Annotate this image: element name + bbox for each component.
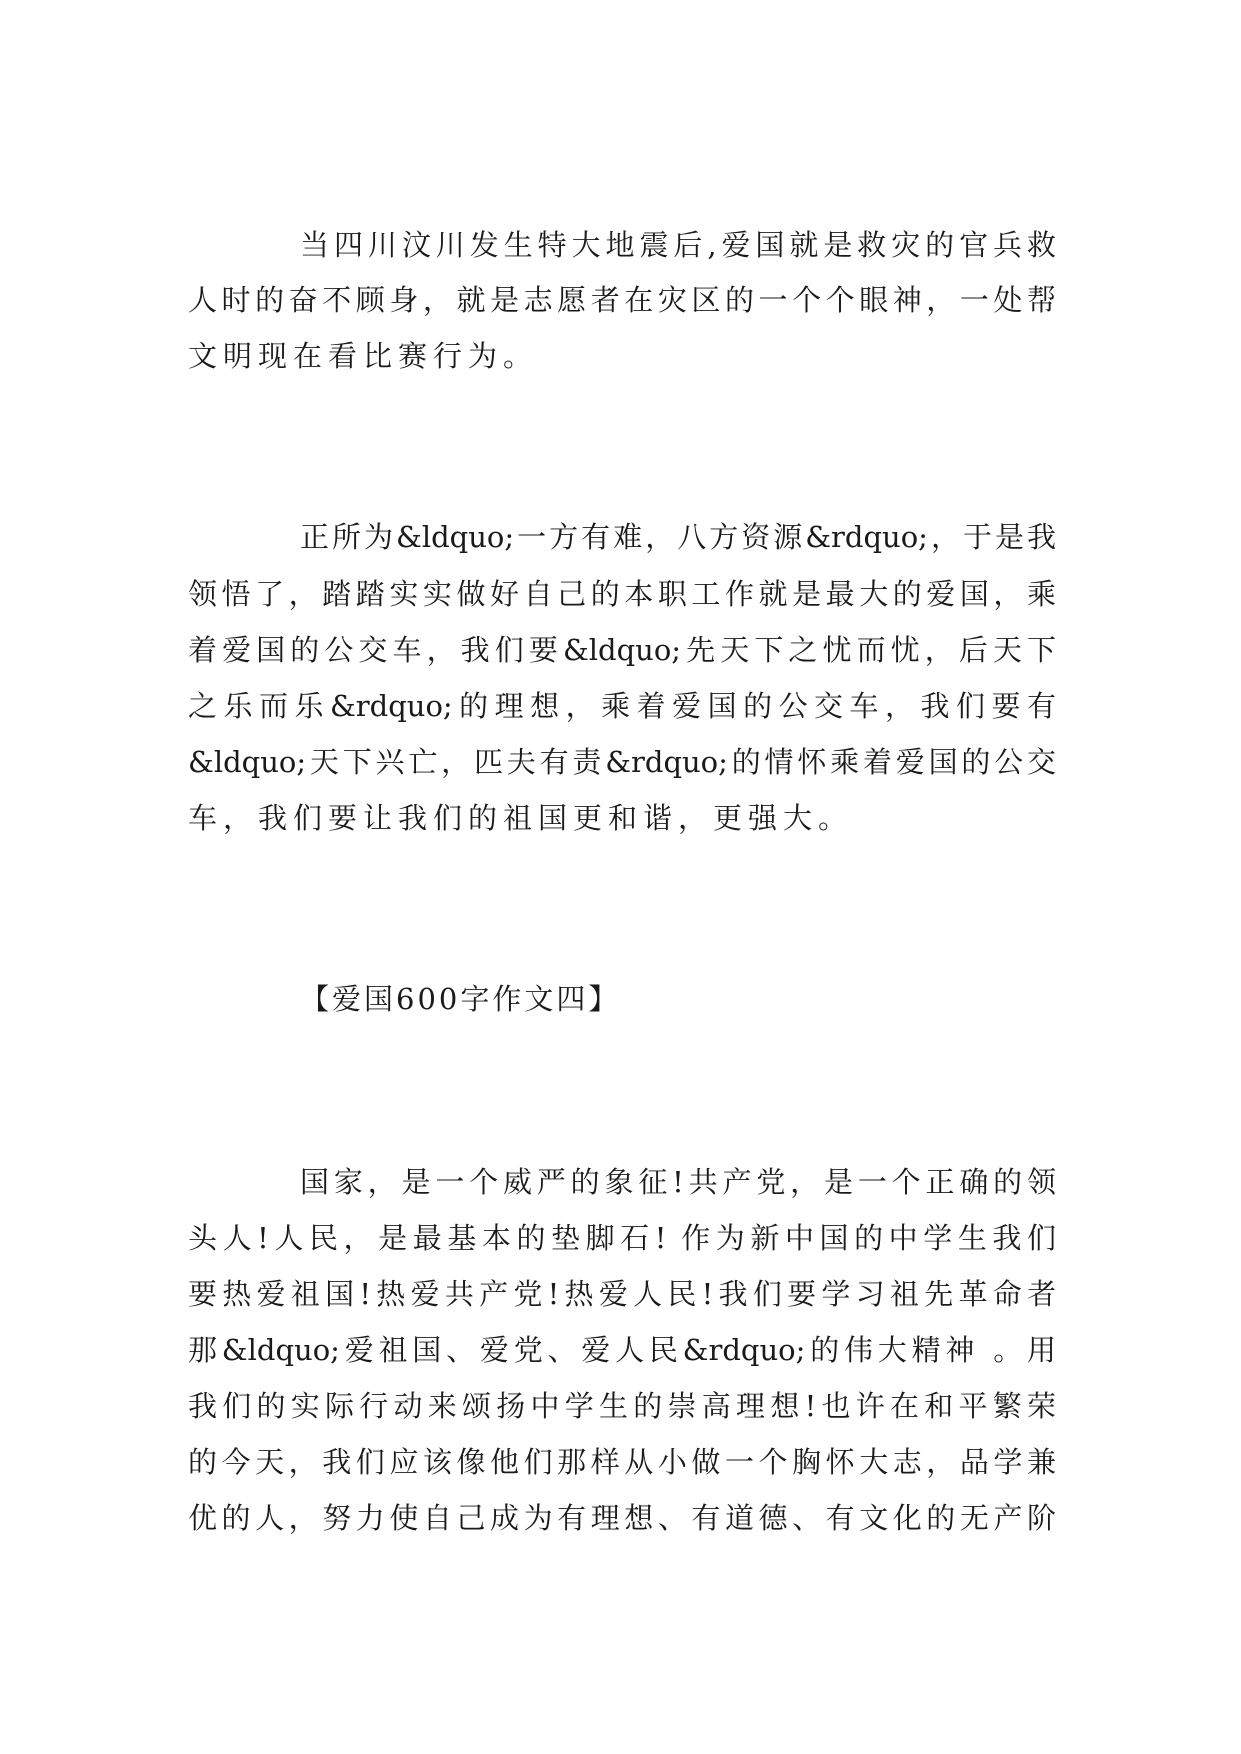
paragraph-1-line-1: 当四川汶川发生特大地震后,爱国就是救灾的官兵救 [300, 228, 1056, 262]
paragraph-3-line-2: 头人!人民，是最基本的垫脚石! 作为新中国的中学生我们 [188, 1221, 1056, 1255]
paragraph-3-line-3: 要热爱祖国!热爱共产党!热爱人民!我们要学习祖先革命者 [188, 1277, 1056, 1311]
paragraph-2-line-6: 车，我们要让我们的祖国更和谐，更强大。 [188, 801, 854, 835]
paragraph-3-line-5: 我们的实际行动来颂扬中学生的崇高理想!也许在和平繁荣 [188, 1389, 1056, 1423]
paragraph-3-line-1: 国家，是一个威严的象征!共产党，是一个正确的领 [300, 1165, 1056, 1199]
paragraph-2-line-1: 正所为&ldquo;一方有难，八方资源&rdquo;，于是我 [300, 520, 1056, 554]
paragraph-2-line-2: 领悟了，踏踏实实做好自己的本职工作就是最大的爱国，乘 [188, 577, 1056, 611]
paragraph-1-line-3: 文明现在看比赛行为。 [188, 339, 539, 373]
paragraph-1-line-2: 人时的奋不顾身，就是志愿者在灾区的一个个眼神，一处帮 [188, 283, 1056, 317]
paragraph-2-line-5: &ldquo;天下兴亡，匹夫有责&rdquo;的情怀乘着爱国的公交 [188, 745, 1056, 779]
section-heading: 【爱国600字作文四】 [300, 982, 621, 1016]
paragraph-3-line-6: 的今天，我们应该像他们那样从小做一个胸怀大志，品学兼 [188, 1445, 1056, 1479]
paragraph-3-line-4: 那&ldquo;爱祖国、爱党、爱人民&rdquo;的伟大精神 。用 [188, 1333, 1056, 1367]
paragraph-3-line-7: 优的人，努力使自己成为有理想、有道德、有文化的无产阶 [188, 1501, 1056, 1535]
paragraph-2-line-4: 之乐而乐&rdquo;的理想，乘着爱国的公交车，我们要有 [188, 689, 1056, 723]
paragraph-2-line-3: 着爱国的公交车，我们要&ldquo;先天下之忧而忧，后天下 [188, 633, 1056, 667]
